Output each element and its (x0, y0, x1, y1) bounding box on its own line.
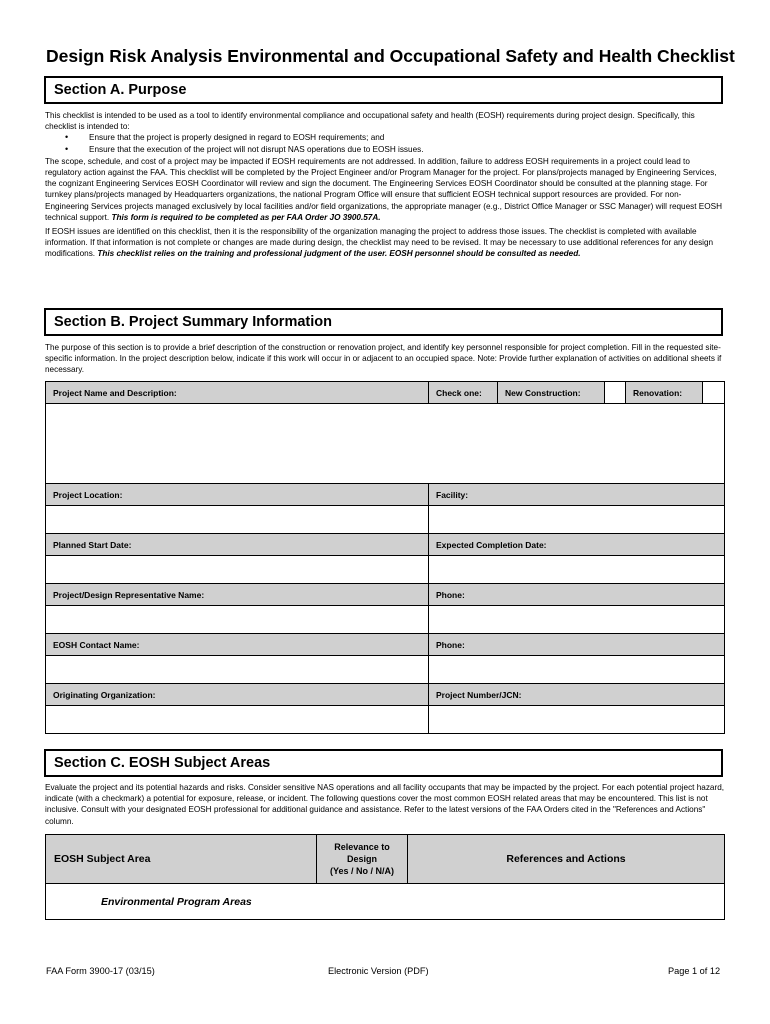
section-b-heading: Section B. Project Summary Information (44, 308, 723, 336)
bullet-item: • Ensure that the execution of the project will not disrupt NAS operations due to EOSH issues. (65, 144, 725, 155)
project-number-field[interactable] (429, 706, 725, 734)
facility-field[interactable] (429, 506, 725, 534)
col-header-relevance-line3: (Yes / No / N/A) (329, 866, 394, 876)
planned-start-field[interactable] (46, 556, 429, 584)
expected-completion-field[interactable] (429, 556, 725, 584)
section-a-para2-emphasis: This form is required to be completed as per FAA Order JO 3900.57A. (111, 212, 381, 222)
project-number-label: Project Number/JCN: (429, 684, 725, 706)
project-summary-table (45, 381, 725, 734)
eosh-phone-label: Phone: (429, 634, 725, 656)
originating-org-field[interactable] (46, 706, 429, 734)
project-name-label: Project Name and Description: (46, 382, 429, 404)
section-a-heading: Section A. Purpose (44, 76, 723, 104)
eosh-subject-table (45, 834, 725, 920)
footer-form-id: FAA Form 3900-17 (03/15) (46, 966, 155, 976)
col-header-relevance-line1: Relevance to (334, 842, 390, 852)
section-a-intro: This checklist is intended to be used as a tool to identify environmental compliance and occupational safety and health (EOSH) requirements during project design. Specifically, this checklist is intended to: (45, 111, 695, 132)
section-a-body (45, 110, 725, 260)
project-description-field[interactable] (46, 404, 725, 484)
environmental-program-row: Environmental Program Areas (46, 884, 725, 920)
facility-label: Facility: (429, 484, 725, 506)
page-title: Design Risk Analysis Environmental and Occupational Safety and Health Checklist (46, 46, 735, 66)
section-a-para3-text: If EOSH issues are identified on this checklist, then it is the responsibility of the organization managing the project to address those issues. The checklist is completed with available information. If that information is not complete or changes are made during design, the checklist may need to be revised. It may be necessary to use additional references for any design modifications. (45, 227, 714, 259)
renovation-label: Renovation: (626, 382, 703, 404)
col-header-relevance-line2: Design (346, 854, 377, 864)
col-header-references: References and Actions (408, 835, 725, 884)
renovation-checkbox[interactable] (703, 382, 725, 404)
section-a-para3-emphasis: This checklist relies on the training and professional judgment of the user. EOSH personnel should be consulted as needed. (97, 249, 581, 259)
bullet-item: • Ensure that the project is properly designed in regard to EOSH requirements; and (65, 132, 725, 143)
representative-phone-label: Phone: (429, 584, 725, 606)
representative-label: Project/Design Representative Name: (46, 584, 429, 606)
expected-completion-label: Expected Completion Date: (429, 534, 725, 556)
planned-start-label: Planned Start Date: (46, 534, 429, 556)
section-a-para2 (45, 156, 725, 223)
eosh-phone-field[interactable] (429, 656, 725, 684)
check-one-label: Check one: (429, 382, 498, 404)
footer-page-number: Page 1 of 12 (668, 966, 721, 976)
originating-org-label: Originating Organization: (46, 684, 429, 706)
project-location-label: Project Location: (46, 484, 429, 506)
section-a-para3 (45, 226, 725, 260)
eosh-contact-field[interactable] (46, 656, 429, 684)
project-location-field[interactable] (46, 506, 429, 534)
section-c-intro: Evaluate the project and its potential hazards and risks. Consider sensitive NAS operations and all facility occupants that may be impacted by the project. For each potential project hazard, indicate (with a checkmark) a potential for exposure, release, or incident. The following questions cover the most common EOSH related areas that may be encountered. This list is not inclusive. Consult with your designated EOSH professional for additional guidance and assistance. Refer to the latest versions of the FAA Orders cited in the "References and Actions" column. (45, 783, 725, 826)
col-header-area: EOSH Subject Area (46, 835, 317, 884)
new-construction-label: New Construction: (498, 382, 605, 404)
new-construction-checkbox[interactable] (605, 382, 626, 404)
section-a-para2-text: The scope, schedule, and cost of a project may be impacted if EOSH requirements are not addressed. In addition, failure to address EOSH requirements in a project could lead to regulatory action against the FAA. This checklist will be completed by the Project Engineer and/or Program Manager for the project. For plans/projects managed by Engineering Services, the cognizant Engineering Services EOSH Coordinator will review and sign the document. The Engineering Services EOSH Coordinator should be consulted at the planning stage. For turnkey plans/projects managed by Headquarters organizations, the national Program Office will ensure that sufficient EOSH technical support resources are provided. For non-Engineering Services projects managed exclusively by local facilities and/or field organizations, the appropriate manager (e.g., District Office Manager or SSC Manager) will request EOSH technical support. (45, 156, 723, 222)
representative-field[interactable] (46, 606, 429, 634)
eosh-contact-label: EOSH Contact Name: (46, 634, 429, 656)
section-a-bullets (65, 132, 725, 154)
section-c-heading: Section C. EOSH Subject Areas (44, 749, 723, 777)
col-header-relevance (317, 835, 408, 884)
section-b-intro: The purpose of this section is to provide a brief description of the construction or renovation project, and identify key personnel responsible for project completion. Fill in the requested site-specific information. In the project description below, indicate if this work will occur in or adjacent to an occupied space. Note: Provide further explanation of activities on additional sheets if necessary. (45, 343, 722, 375)
footer-version: Electronic Version (PDF) (328, 966, 429, 976)
representative-phone-field[interactable] (429, 606, 725, 634)
